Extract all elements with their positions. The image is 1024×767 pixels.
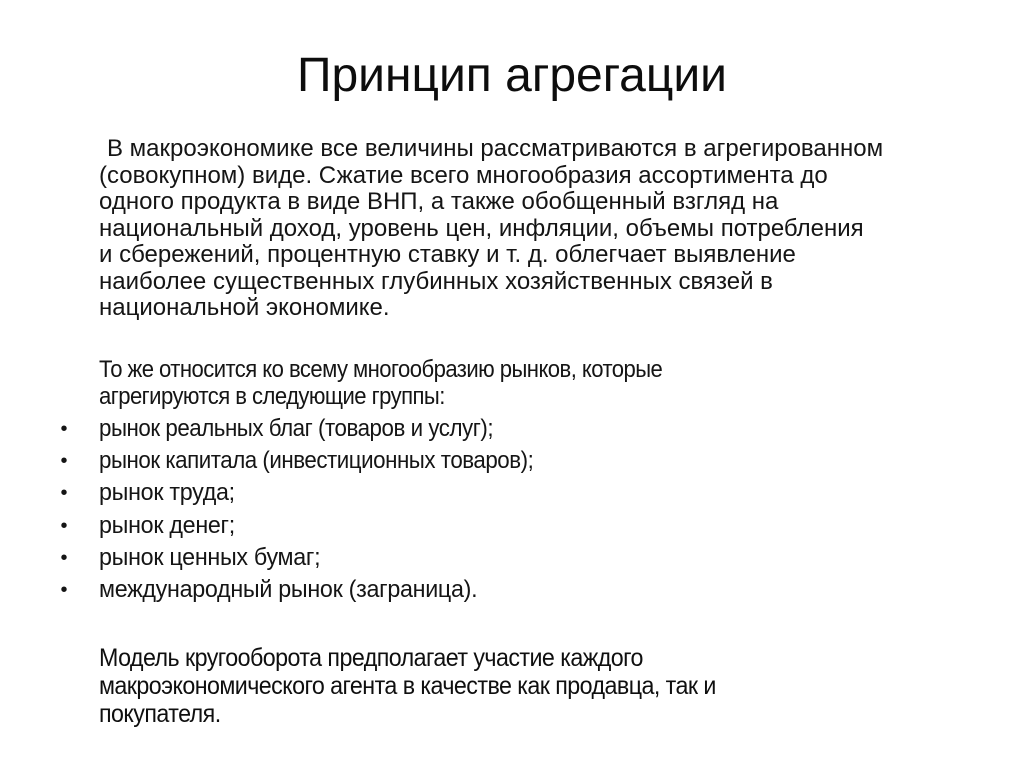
list-item bbox=[0, 510, 900, 542]
intro-paragraph bbox=[99, 136, 999, 322]
markets-intro-line-1: То же относится ко всему многообразию рынков, которые bbox=[99, 356, 663, 383]
bullet-icon: • bbox=[60, 418, 68, 440]
list-item bbox=[0, 413, 900, 445]
circular-flow-line-3: покупателя. bbox=[99, 700, 221, 728]
intro-line-7: национальной экономике. bbox=[99, 294, 390, 321]
bullet-icon: • bbox=[60, 546, 68, 569]
list-item bbox=[0, 445, 900, 477]
intro-line-2: (совокупном) виде. Сжатие всего многообразия ассортимента до bbox=[99, 161, 828, 189]
intro-line-5: и сбережений, процентную ставку и т. д. облегчает выявление bbox=[99, 241, 796, 268]
list-item-text: международный рынок (заграница). bbox=[99, 575, 478, 603]
markets-intro-line-2: агрегируются в следующие группы: bbox=[99, 382, 445, 410]
list-item-text: рынок труда; bbox=[99, 479, 235, 507]
list-item bbox=[0, 574, 900, 606]
circular-flow-line-2: макроэкономического агента в качестве как продавца, так и bbox=[99, 672, 716, 700]
circular-flow-line-1: Модель кругооборота предполагает участие каждого bbox=[99, 644, 643, 672]
list-item-text: рынок денег; bbox=[99, 511, 235, 539]
intro-line-1: В макроэкономике все величины рассматриваются в агрегированном bbox=[107, 135, 884, 162]
list-item bbox=[0, 542, 900, 574]
list-item-text: рынок капитала (инвестиционных товаров); bbox=[99, 447, 534, 475]
circular-flow-paragraph bbox=[99, 644, 936, 728]
intro-line-4: национальный доход, уровень цен, инфляции, объемы потребления bbox=[99, 214, 864, 242]
bullet-icon: • bbox=[60, 450, 68, 473]
intro-line-6: наиболее существенных глубинных хозяйственных связей в bbox=[99, 267, 773, 295]
market-groups-list bbox=[0, 413, 900, 606]
bullet-icon: • bbox=[60, 482, 68, 505]
list-item-text: рынок ценных бумаг; bbox=[99, 543, 321, 571]
slide-title: Принцип агрегации bbox=[296, 49, 727, 102]
list-item bbox=[0, 477, 900, 509]
markets-intro-paragraph bbox=[99, 357, 835, 410]
intro-line-3: одного продукта в виде ВНП, а также обобщенный взгляд на bbox=[99, 188, 779, 215]
bullet-icon: • bbox=[60, 514, 68, 537]
list-item-text: рынок реальных благ (товаров и услуг); bbox=[99, 415, 494, 442]
bullet-icon: • bbox=[60, 578, 68, 601]
